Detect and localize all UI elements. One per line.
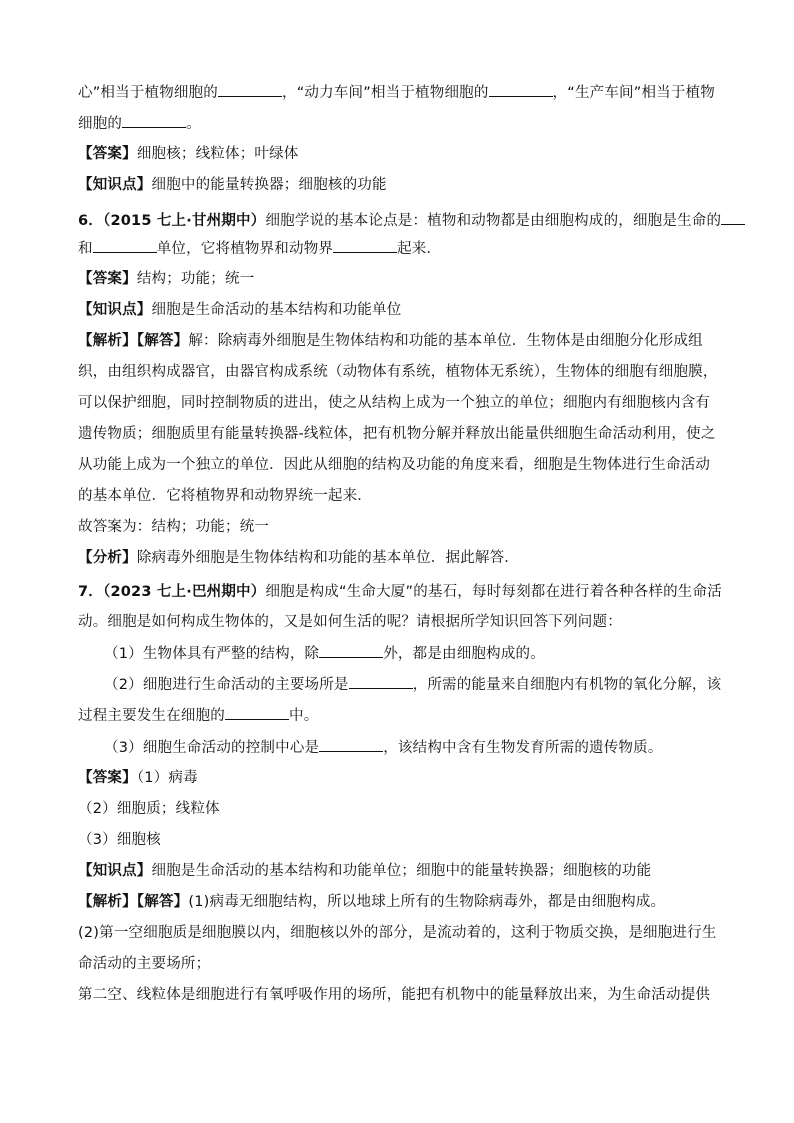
text-line: [104, 674, 744, 695]
text-segment: （3）细胞核: [78, 832, 161, 848]
text-segment: （1）生物体具有严整的结构，除: [104, 646, 320, 662]
text-segment: （2023 七上·巴州期中）: [103, 584, 266, 600]
text-segment: 细胞学说的基本论点是：植物和动物都是由细胞构成的，细胞是生命的: [265, 213, 722, 229]
text-line: [78, 331, 718, 351]
text-line: [78, 269, 718, 289]
text-line: [78, 300, 718, 320]
text-line: [78, 424, 718, 444]
text-segment: 7．: [78, 584, 103, 600]
text-line: [78, 238, 718, 259]
text-segment: 织，由组织构成器官，由器官构成系统（动物体有系统，植物体无系统），生物体的细胞有细胞膜，: [78, 364, 718, 380]
text-segment: 。: [186, 116, 201, 132]
text-segment: 动。细胞是如何构成生物体的，又是如何生活的呢？请根据所学知识回答下列问题：: [78, 614, 622, 630]
text-segment: 结构；功能；统一: [136, 271, 255, 287]
text-segment: (1)病毒无细胞结构，所以地球上所有的生物除病毒外，都是由细胞构成。: [188, 894, 666, 910]
text-segment: 【知识点】: [78, 863, 152, 879]
text-line: [78, 612, 718, 632]
text-line: [78, 768, 718, 788]
text-line: [104, 643, 744, 664]
text-segment: 起来．: [397, 241, 442, 257]
text-segment: 心”相当于植物细胞的: [78, 85, 219, 101]
text-segment: 遗传物质；细胞质里有能量转换器-线粒体，把有机物分解并释放出能量供细胞生命活动利用，使之: [78, 426, 716, 442]
answer-blank: [93, 238, 157, 253]
text-segment: 细胞核；线粒体；叶绿体: [136, 146, 299, 162]
text-segment: 【知识点】: [78, 302, 152, 318]
answer-blank: [349, 674, 413, 689]
text-segment: 第二空、线粒体是细胞进行有氧呼吸作用的场所，能把有机物中的能量释放出来，为生命活动提供: [78, 987, 711, 1003]
text-segment: 过程主要发生在细胞的: [78, 708, 225, 724]
text-line: [78, 362, 718, 382]
text-segment: 细胞是生命活动的基本结构和功能单位；细胞中的能量转换器；细胞核的功能: [151, 863, 652, 879]
text-segment: 【答案】: [78, 146, 137, 162]
text-line: [78, 144, 718, 164]
text-line: [78, 892, 718, 912]
text-line: [78, 582, 722, 602]
answer-blank: [218, 82, 282, 97]
text-segment: 【答案】: [78, 770, 137, 786]
text-line: [78, 548, 718, 568]
text-line: [78, 517, 718, 537]
text-segment: ，“生产车间”相当于植物: [552, 85, 715, 101]
text-segment: 解：除病毒外细胞是生物体结构和功能的基本单位．生物体是由细胞分化形成组: [188, 333, 703, 349]
text-segment: 【分析】: [78, 550, 137, 566]
text-line: [78, 455, 718, 475]
answer-blank: [122, 113, 186, 128]
text-segment: 从功能上成为一个独立的单位．因此从细胞的结构及功能的角度来看，细胞是生物体进行生命活动: [78, 457, 711, 473]
text-line: [78, 113, 718, 134]
answer-blank: [489, 82, 553, 97]
text-segment: ，该结构中含有生物发育所需的遗传物质。: [383, 740, 663, 756]
text-segment: 单位，它将植物界和动物界: [156, 241, 334, 257]
text-segment: 中。: [289, 708, 319, 724]
text-segment: 和: [78, 241, 93, 257]
text-segment: ，“动力车间”相当于植物细胞的: [282, 85, 489, 101]
text-segment: 故答案为：结构；功能；统一: [78, 519, 270, 535]
text-segment: 【解析】【解答】: [78, 894, 189, 910]
text-segment: 的基本单位．它将植物界和动物界统一起来．: [78, 488, 372, 504]
text-segment: 可以保护细胞，同时控制物质的进出，使之从结构上成为一个独立的单位；细胞内有细胞核内含有: [78, 395, 711, 411]
text-line: [78, 923, 718, 943]
answer-blank: [319, 737, 383, 752]
text-segment: 【答案】: [78, 271, 137, 287]
text-segment: 【知识点】: [78, 177, 152, 193]
answer-blank: [721, 210, 745, 225]
text-segment: 细胞是生命活动的基本结构和功能单位: [151, 302, 402, 318]
text-line: [104, 737, 744, 758]
text-segment: 细胞的: [78, 116, 123, 132]
text-segment: （1）病毒: [136, 770, 198, 786]
answer-blank: [319, 643, 383, 658]
text-line: [78, 954, 718, 974]
answer-blank: [333, 238, 397, 253]
answer-blank: [225, 705, 289, 720]
text-segment: （2）细胞质；线粒体: [78, 801, 220, 817]
text-line: [78, 705, 718, 726]
text-segment: （3）细胞生命活动的控制中心是: [104, 740, 320, 756]
text-line: [78, 175, 718, 195]
text-segment: ，所需的能量来自细胞内有机物的氧化分解，该: [412, 677, 722, 693]
text-line: [78, 799, 718, 819]
text-segment: 除病毒外细胞是生物体结构和功能的基本单位．据此解答．: [136, 550, 520, 566]
text-segment: 外，都是由细胞构成的。: [383, 646, 545, 662]
text-segment: 【解析】【解答】: [78, 333, 189, 349]
text-line: [78, 861, 718, 881]
text-line: [78, 830, 718, 850]
text-line: [78, 393, 718, 413]
text-segment: 命活动的主要场所；: [78, 956, 211, 972]
text-line: [78, 486, 718, 506]
text-segment: （2015 七上·甘州期中）: [103, 213, 266, 229]
text-segment: 6．: [78, 213, 103, 229]
text-line: [78, 985, 718, 1005]
text-segment: 细胞中的能量转换器；细胞核的功能: [151, 177, 387, 193]
text-segment: （2）细胞进行生命活动的主要场所是: [104, 677, 349, 693]
text-line: [78, 82, 718, 103]
text-line: [78, 210, 722, 231]
text-segment: 细胞是构成“生命大厦”的基石，每时每刻都在进行着各种各样的生命活: [265, 584, 722, 600]
text-segment: (2)第一空细胞质是细胞膜以内，细胞核以外的部分，是流动着的，这利于物质交换，是细胞进行生: [78, 925, 717, 941]
